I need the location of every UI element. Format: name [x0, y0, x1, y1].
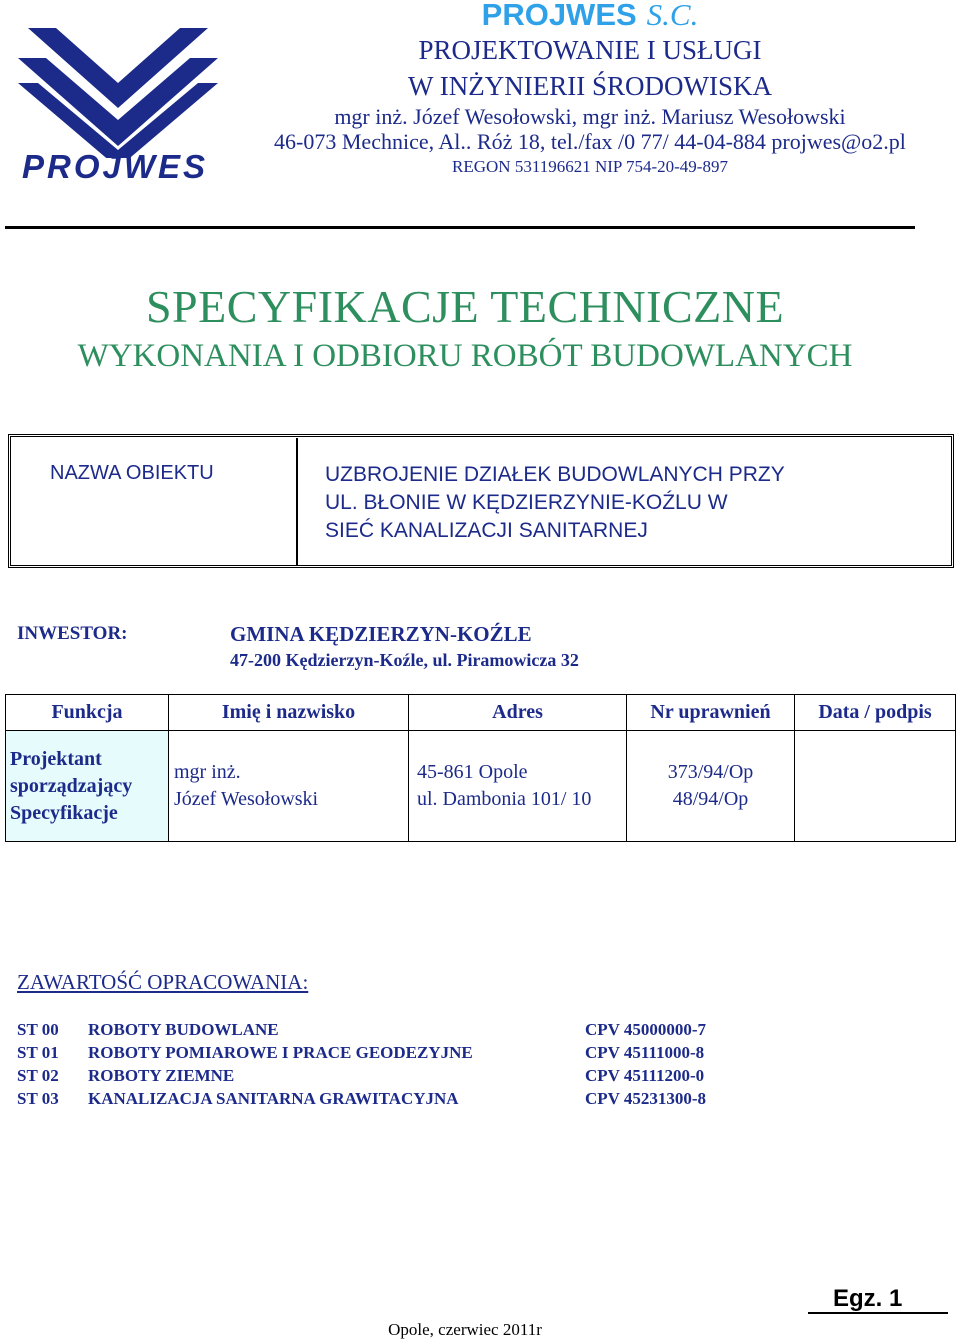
spec-code: ST 00	[17, 1020, 59, 1039]
object-box-divider	[296, 438, 298, 566]
role-cell	[6, 731, 169, 842]
object-value-line: UZBROJENIE DZIAŁEK BUDOWLANYCH PRZY	[325, 463, 785, 486]
spec-description: ROBOTY ZIEMNE	[88, 1066, 235, 1085]
contents-list	[17, 1020, 777, 1112]
spec-cpv: CPV 45111000-8	[585, 1043, 705, 1062]
company-name-suffix: S.C.	[646, 0, 699, 32]
company-name	[240, 0, 940, 32]
company-address: 46-073 Mechnice, Al.. Róż 18, tel./fax /0 77/ 44-04-884 projwes@o2.pl	[274, 129, 906, 154]
column-header: Funkcja	[6, 695, 169, 731]
role-line: Projektant	[10, 747, 102, 770]
logo-wordmark: PROJWES	[22, 148, 209, 185]
list-item	[17, 1066, 777, 1089]
role-line: Specyfikacje	[10, 801, 118, 824]
object-value-line: UL. BŁONIE W KĘDZIERZYNIE-KOŹLU W	[325, 491, 728, 514]
signature-cell	[795, 731, 956, 842]
header-divider	[5, 226, 915, 229]
address-line: 45-861 Opole	[417, 761, 528, 783]
investor-label: INWESTOR:	[17, 623, 128, 644]
name-line: mgr inż.	[174, 761, 241, 783]
name-line: Józef Wesołowski	[174, 788, 319, 810]
investor-name: GMINA KĘDZIERZYN-KOŹLE	[230, 622, 532, 646]
company-line-2: W INŻYNIERII ŚRODOWISKA	[408, 71, 772, 101]
company-header	[240, 0, 940, 180]
licence-line: 373/94/Op	[667, 761, 754, 783]
table-header-row	[6, 695, 956, 731]
column-header: Imię i nazwisko	[169, 695, 409, 731]
company-name-bold: PROJWES	[481, 0, 637, 32]
company-line-1: PROJEKTOWANIE I USŁUGI	[418, 35, 762, 65]
spec-cpv: CPV 45111200-0	[585, 1066, 705, 1085]
document-subtitle: WYKONANIA I ODBIORU ROBÓT BUDOWLANYCH	[77, 338, 853, 374]
name-cell	[169, 731, 409, 842]
spec-code: ST 03	[17, 1089, 59, 1108]
column-header: Data / podpis	[795, 695, 956, 731]
contents-title: ZAWARTOŚĆ OPRACOWANIA:	[17, 970, 309, 994]
spec-code: ST 02	[17, 1066, 59, 1085]
company-logo	[18, 28, 218, 158]
list-item	[17, 1043, 777, 1066]
company-owners: mgr inż. Józef Wesołowski, mgr inż. Mariusz Wesołowski	[334, 104, 846, 129]
investor-address: 47-200 Kędzierzyn-Koźle, ul. Piramowicza 32	[230, 650, 579, 670]
spec-code: ST 01	[17, 1043, 59, 1062]
copy-number: Egz. 1	[833, 1285, 903, 1312]
authors-table	[5, 694, 956, 842]
document-title: SPECYFIKACJE TECHNICZNE	[145, 281, 785, 332]
column-header: Adres	[409, 695, 627, 731]
object-value	[325, 461, 895, 545]
spec-description: KANALIZACJA SANITARNA GRAWITACYJNA	[88, 1089, 459, 1108]
company-registry: REGON 531196621 NIP 754-20-49-897	[452, 157, 728, 176]
copy-underline	[808, 1312, 948, 1314]
address-line: ul. Dambonia 101/ 10	[417, 788, 592, 810]
licence-line: 48/94/Op	[672, 788, 749, 810]
role-line: sporządzający	[10, 774, 133, 797]
spec-description: ROBOTY BUDOWLANE	[88, 1020, 279, 1039]
place-and-date: Opole, czerwiec 2011r	[388, 1320, 542, 1339]
spec-cpv: CPV 45231300-8	[585, 1089, 707, 1108]
spec-cpv: CPV 45000000-7	[585, 1020, 707, 1039]
spec-description: ROBOTY POMIAROWE I PRACE GEODEZYJNE	[88, 1043, 473, 1062]
licence-cell	[627, 731, 795, 842]
table-row	[6, 731, 956, 842]
column-header: Nr uprawnień	[627, 695, 795, 731]
address-cell	[409, 731, 627, 842]
list-item	[17, 1089, 777, 1112]
object-value-line: SIEĆ KANALIZACJI SANITARNEJ	[325, 519, 648, 542]
object-label: NAZWA OBIEKTU	[50, 462, 214, 484]
list-item	[17, 1020, 777, 1043]
